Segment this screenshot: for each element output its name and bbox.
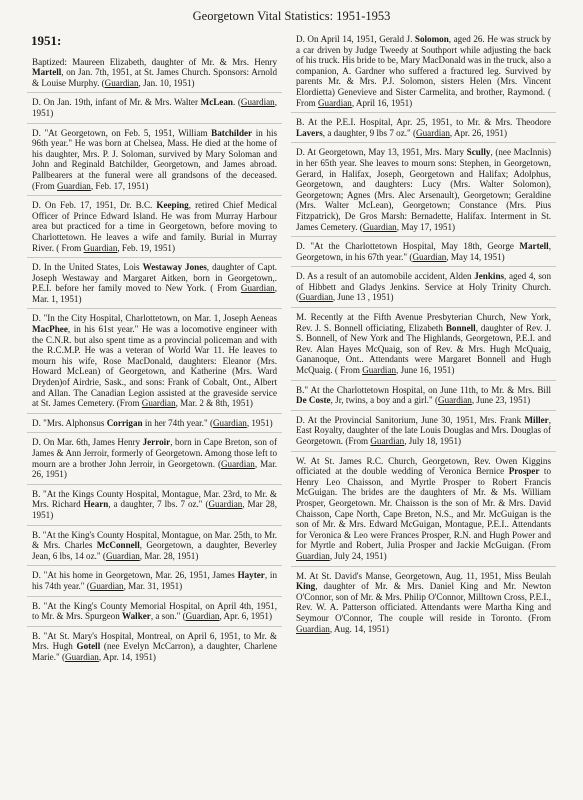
source-date: , May 17, 1951): [396, 221, 456, 232]
entry-text: , Georgetown, in his 67th year." (: [296, 241, 551, 262]
surname: Hearn: [83, 499, 109, 510]
source-date: , Feb. 19, 1951): [117, 242, 175, 253]
source-newspaper: Guardian: [362, 365, 397, 376]
record-entry: [291, 411, 556, 452]
entry-text: B. "At the King's County Hospital, Montague, on Mar. 25th, to Mr. & Mrs. Charles: [32, 529, 277, 551]
record-entry: [27, 309, 282, 413]
source-date: , Aug. 14, 1951): [329, 623, 389, 634]
entry-text: B. "At the Kings County Hospital, Montague, Mar. 23rd, to Mr. & Mrs. Richard: [32, 488, 277, 510]
entry-text: , retired Chief Medical Officer of Prince Edward Island. He was from Murray Harbour area but practiced for a time in Georgetown, before moving to Charlottetown. He leaves a wife and family. Burial in Murray River. ( From: [32, 200, 278, 253]
entry-text: , daughter of Capt. Joseph Westaway and Margaret Aitken, born in Georgetown,. P.E.I. before her family moved to New York. ( From: [32, 262, 277, 294]
entry-text: , a daughter, 9 lbs 7 oz." (: [322, 127, 417, 138]
source-newspaper: Guardian: [185, 611, 220, 622]
source-date: , July 18, 1951): [404, 436, 462, 446]
entry-text: B. "At St. Mary's Hospital, Montreal, on April 6, 1951, to Mr. & Mrs. Hugh: [32, 630, 277, 652]
entry-text: , Georgetown, a daughter, Beverley Jean, 6 lbs, 14 oz." (: [32, 540, 277, 561]
surname: Corrigan: [106, 417, 143, 428]
surname: Westaway Jones: [142, 262, 207, 273]
entry-text: D. "At the Charlottetown Hospital, May 18th, George: [296, 241, 520, 252]
source-date: , June 23, 1951): [471, 395, 531, 406]
source-date: , April 16, 1951): [351, 97, 413, 108]
entry-text: , (nee MacInnis) in her 65th year. She leaves to mourn sons: Stephen, in Georgetown, Gerard, in Halifax, Joseph, Georgetown and Halifax; Adolphus, Georgetown, and daughters: Lucy (Mrs. Walter Solomon), Georgetown; Agnes (Mrs. Alec Arsenault), Georgetown; Geraldine (Mrs. Walter McLean), Georgetown; Constance (Mrs. Pius Fitzpatrick), De Gros Marsh: Bernadette, Halifax. Interment in St. James Cemetery. (: [296, 147, 551, 232]
entry-text: D. "At Georgetown, on Feb. 5, 1951, William: [32, 127, 212, 138]
entry-text: M. Recently at the Fifth Avenue Presbyterian Church, New York, Rev. J. S. Bonnell officiating, Elizabeth: [296, 312, 551, 333]
source-newspaper: Guardian: [240, 97, 275, 108]
entry-text: Baptized: Maureen Elizabeth, daughter of Mr. & Mrs. Henry: [32, 56, 277, 67]
surname: Prosper: [508, 466, 540, 477]
entry-text: , aged 4, son of Hibbett and Gladys Jenkins. Service at Holy Trinity Church. (: [296, 271, 551, 303]
entry-text: D. At Georgetown, May 13, 1951, Mrs. Mary: [296, 147, 467, 158]
entry-text: , aged 26. He was struck by a car driven by Judge Tweedy at Southport while adjusting the back of his truck. His bride to be, Mary MacDonald was in the truck, also a companion, A. Gardner who suffered a fractured leg. Survived by parents Mr. & Mrs. P.J. Solomon, sisters Helen (Mrs. Vincent Elordietta) Genevieve and Sister Carmelita, and brother, Raymond. ( From: [296, 34, 551, 108]
source-date: , June 13 , 1951): [332, 292, 394, 303]
record-entry: [27, 258, 282, 309]
left-column: [27, 30, 282, 667]
surname: Gotell: [76, 641, 101, 652]
entry-text: to Henry Leo Chaisson, and Myrtle Prosper to Robert Francis McGuigan. The brides are the daughters of Mr. & Ms. William Prosper, Georgetown. Mr. Chaisson is the son of Mr. & Mrs. David Chaisson, Cape North, Cape Breton, N.S., and Mr. McGuigan is the son of Mr. & Mrs. Edward McGuigan, Montague, P.E.I.. Attendants for Veronica & Leo were Frances Prosper, R.N. and Hugh Power and for Myrtle and Robert, Julia Prosper and Jackie McGuigan. (From: [296, 466, 551, 551]
source-date: , Apr. 14, 1951): [98, 651, 156, 662]
surname: Solomon: [414, 34, 449, 44]
right-entries: [291, 30, 556, 638]
entry-text: M. At St. David's Manse, Georgetown, Aug. 11, 1951, Miss Beulah: [296, 570, 551, 581]
record-entry: [291, 308, 556, 381]
surname: King: [296, 581, 316, 592]
entry-text: B." At the Charlottetown Hospital, on June 11th, to Mr. & Mrs. Bill: [296, 384, 551, 395]
entry-text: in her 74th year." (: [142, 417, 213, 428]
record-entry: [291, 267, 556, 308]
source-date: , Mar. 2 & 8th, 1951): [175, 398, 253, 409]
source-date: , 1951): [246, 417, 273, 428]
surname: Bonnell: [445, 322, 476, 333]
source-newspaper: Guardian: [416, 127, 450, 138]
source-date: , Apr. 26, 1951): [449, 127, 507, 138]
source-newspaper: Guardian: [83, 242, 118, 253]
source-date: , 1951): [32, 97, 277, 118]
record-entry: [291, 381, 556, 411]
record-entry: [27, 93, 282, 123]
surname: Martell: [32, 67, 62, 78]
record-entry: [27, 433, 282, 484]
surname: Scully: [466, 147, 491, 158]
source-date: , June 16, 1951): [396, 365, 455, 376]
source-newspaper: Guardian: [240, 283, 275, 294]
page-title: Georgetown Vital Statistics: 1951-1953: [192, 9, 391, 23]
record-entry: [291, 30, 556, 113]
source-newspaper: Guardian: [370, 436, 405, 446]
surname: McConnell: [96, 540, 140, 551]
entry-text: D. On Jan. 19th, infant of Mr. & Mrs. Walter: [32, 97, 201, 108]
entry-text: D. As a result of an automobile accident, Alden: [296, 271, 475, 282]
source-date: , May 14, 1951): [446, 251, 505, 262]
surname: Hayter: [237, 570, 265, 581]
entry-text: , daughter of Rev. J. S. Bonnell, of New York and The Highlands, Georgetown, P.E.I. and Rev. Alan Hayes McQuaig, son of Rev. & Mrs. Hugh McQuaig, Gananoque, Ont.. Attendants were Margaret Bonnell and Hugh McQuaig. ( From: [296, 322, 552, 376]
source-newspaper: Guardian: [412, 251, 447, 262]
entry-text: D. On Feb. 17, 1951, Dr. B.C.: [32, 200, 157, 211]
record-entry: [27, 53, 282, 94]
record-entry: [27, 196, 282, 258]
record-entry: [291, 143, 556, 237]
source-newspaper: Guardian: [317, 97, 352, 108]
surname: Miller: [524, 414, 549, 425]
record-entry: [291, 237, 556, 267]
source-newspaper: Guardian: [104, 77, 139, 88]
record-entry: [27, 597, 282, 627]
source-date: , Apr. 6, 1951): [219, 611, 272, 622]
entry-text: D. At the Provincial Sanitorium, June 30, 1951, Mrs. Frank: [296, 414, 525, 425]
surname: De Coste: [296, 395, 331, 406]
source-newspaper: Guardian: [362, 221, 397, 232]
record-entry: [27, 414, 282, 434]
surname: McLean: [200, 97, 233, 108]
source-date: , Mar. 28, 1951): [139, 550, 199, 561]
surname: Lavers: [296, 127, 323, 138]
surname: Walker: [122, 611, 151, 622]
entry-text: W. At St. James R.C. Church, Georgetown, Rev. Owen Kiggins officiated at the double wedding of Veronica Bernice: [296, 455, 551, 477]
record-entry: [291, 113, 556, 143]
surname: Keeping: [156, 200, 189, 211]
source-date: , Mar. 31, 1951): [123, 580, 183, 591]
source-newspaper: Guardian: [299, 292, 333, 303]
source-date: , Mar. 26, 1951): [32, 458, 278, 480]
entry-text: D. On Mar. 6th, James Henry: [32, 437, 143, 448]
entry-text: in his 96th year." He was born at Chelsea, Mass. He died at the home of his daughter, Mrs. P. J. Soloman, survived by Mary Soloman and John and Reginald Batchilder, Georgetown, and James abroad. Pallbearers at the funeral were all grandsons of the deceased. (From: [32, 127, 278, 191]
entry-text: , a son." (: [150, 611, 186, 622]
entry-text: D. "At his home in Georgetown, Mar. 26, 1951, James: [32, 570, 238, 581]
surname: Batchilder: [211, 127, 253, 138]
surname: Jenkins: [474, 271, 505, 282]
source-newspaper: Guardian: [296, 623, 330, 634]
record-entry: [27, 627, 282, 667]
source-newspaper: Guardian: [141, 398, 176, 409]
entry-text: (nee Evelyn McCarron), a daughter, Charlene Marie." (: [32, 641, 277, 662]
source-newspaper: Guardian: [57, 180, 91, 191]
entry-text: , in his 61st year." He was a locomotive engineer with the C.N.R. but also spent time as a provincial policeman and with the R.C.M.P. He was a veteran of World War 11. He leaves to mourn his wife, Rose MacDonald, daughters: Eleanor (Mrs. Howard McLean) of Georgetown, and Katherine (Mrs. Ward Dryden)of Airdrie, Sask., and sons: Frank of Cobalt, Ont., Albert and Allan. The Canadian Legion assisted at the graveside service at St. James Cemetery. (From: [32, 324, 277, 409]
record-entry: [27, 566, 282, 596]
source-newspaper: Guardian: [208, 499, 243, 510]
entry-text: , on Jan. 7th, 1951, at St. James Church. Sponsors: Arnold & Louise Murphy. (: [32, 67, 277, 88]
surname: MacPhee: [32, 324, 68, 335]
source-newspaper: Guardian: [220, 458, 255, 469]
entry-text: B. At the P.E.I. Hospital, Apr. 25, 1951, to Mr. & Mrs. Theodore: [296, 117, 551, 128]
entry-text: D. On April 14, 1951, Gerald J.: [296, 34, 415, 44]
entry-text: B. "At the King's County Memorial Hospital, on April 4th, 1951, to Mr. & Mrs. Spurgeon: [32, 600, 277, 622]
source-newspaper: Guardian: [438, 395, 472, 406]
source-date: , July 24, 1951): [329, 550, 387, 561]
source-date: , Jan. 10, 1951): [138, 77, 195, 88]
entry-text: , born in Cape Breton, son of James & Ann Jerroir, formerly of Georgetown. Among those left to mourn are a brother John Jerroir, in Georgetown. (: [32, 437, 277, 469]
record-entry: [27, 485, 282, 526]
source-newspaper: Guardian: [296, 550, 330, 561]
entry-text: , in his 74th year." (: [32, 570, 277, 591]
left-entries: [27, 53, 282, 667]
record-entry: [291, 567, 556, 639]
entry-text: , daughter of Mr. & Mrs. Daniel King and Mr. Newton O'Connor, son of Mr. & Mrs. Philip O'Connor, Milltown Cross, P.E.I., Rev. W. A. Patterson officiated. Attendants were Martha King and Seymour O'Connor, The couple will reside in Toronto. (From: [296, 581, 551, 623]
entry-text: D. "In the City Hospital, Charlottetown, on Mar. 1, Joseph Aeneas: [32, 313, 277, 324]
surname: Jerroir: [142, 437, 171, 448]
source-date: , Feb. 17, 1951): [90, 180, 149, 191]
source-newspaper: Guardian: [105, 550, 140, 561]
right-column: [291, 30, 556, 638]
source-date: , Mar 28, 1951): [32, 499, 277, 520]
source-newspaper: Guardian: [212, 417, 247, 428]
source-newspaper: Guardian: [89, 580, 124, 591]
record-entry: [27, 526, 282, 567]
entry-text: , Jr, twins, a boy and a girl." (: [330, 395, 439, 406]
record-entry: [291, 452, 556, 567]
source-date: , Mar. 1, 1951): [32, 283, 277, 304]
entry-text: , East Royalty, daughter of the late Louis Douglas and Mrs. Douglas of Georgetown. (From: [296, 414, 551, 446]
entry-text: D. In the United States, Lois: [32, 262, 143, 273]
surname: Martell: [519, 241, 549, 252]
entry-text: D. "Mrs. Alphonsus: [32, 417, 107, 428]
source-newspaper: Guardian: [65, 651, 99, 662]
entry-text: . (: [232, 97, 241, 108]
record-entry: [27, 124, 282, 197]
year-heading: 1951:: [31, 33, 62, 48]
entry-text: , a daughter, 7 lbs. 7 oz." (: [108, 499, 209, 510]
